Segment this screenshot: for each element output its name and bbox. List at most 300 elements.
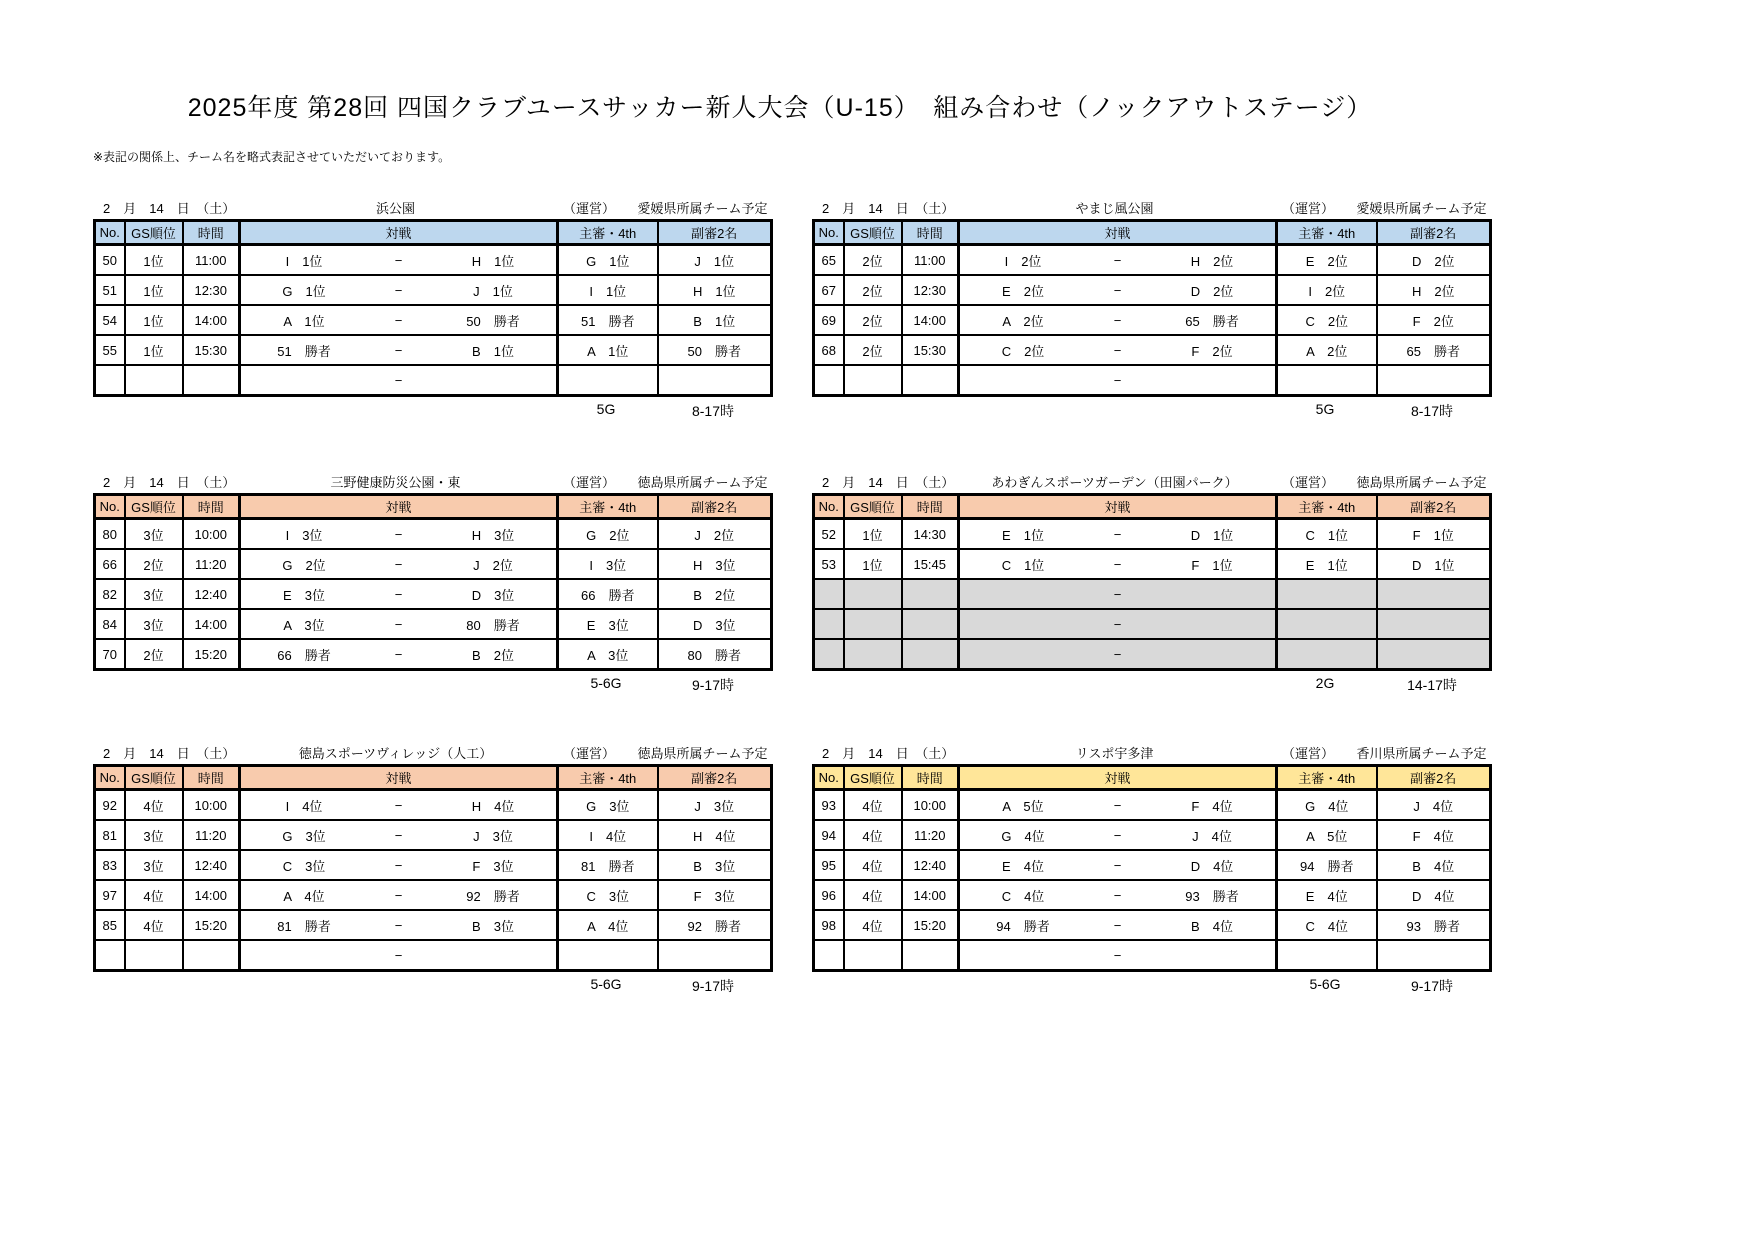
- match-number: 92: [95, 790, 125, 821]
- goal-count-label: 5G: [596, 401, 616, 417]
- vs-dash: −: [1113, 526, 1122, 542]
- home-team: C 4位: [1001, 888, 1045, 904]
- match-row: [814, 609, 1491, 639]
- match-pairing: [960, 311, 1275, 330]
- match-number: 68: [814, 335, 844, 365]
- operator-label: （運営）: [1281, 475, 1334, 490]
- home-team: I 1位: [285, 253, 323, 269]
- match-cell: [959, 365, 1277, 396]
- home-team: A 5位: [1002, 798, 1044, 814]
- away-team: F 2位: [1191, 343, 1233, 359]
- assistant-referees-cell: F 1位: [1377, 519, 1491, 550]
- gs-rank: [844, 940, 902, 971]
- match-row: [814, 820, 1491, 850]
- gs-rank: 1位: [125, 335, 183, 365]
- referee-cell: C 3位: [558, 880, 658, 910]
- match-number: 67: [814, 275, 844, 305]
- page-title: 2025年度 第28回 四国クラブユースサッカー新人大会（U-15） 組み合わせ（ノックアウトステージ）: [187, 94, 1373, 122]
- table-caption-row: [812, 471, 1489, 491]
- referee-cell: E 3位: [558, 609, 658, 639]
- match-cell: [959, 880, 1277, 910]
- match-number: 80: [95, 519, 125, 550]
- match-cell: [240, 519, 558, 550]
- match-row: [95, 245, 772, 276]
- referee-cell: C 4位: [1277, 910, 1377, 940]
- col-header-match: 対戦: [959, 766, 1277, 790]
- home-team: 66 勝者: [277, 647, 331, 663]
- match-pairing: [960, 948, 1275, 963]
- away-team: H 4位: [471, 798, 515, 814]
- prefecture-teams-label: 香川県所属チーム予定: [1356, 746, 1487, 761]
- operating-hours-label: 9-17時: [691, 978, 735, 994]
- kickoff-time: 11:00: [183, 245, 240, 276]
- match-number: 55: [95, 335, 125, 365]
- venue-schedule-block: [812, 471, 1489, 695]
- away-team: J 3位: [473, 828, 513, 844]
- kickoff-time: 14:30: [902, 519, 959, 550]
- match-number: [814, 365, 844, 396]
- kickoff-time: 14:00: [183, 609, 240, 639]
- venue-schedule-block: [812, 197, 1489, 421]
- assistant-referees-cell: H 2位: [1377, 275, 1491, 305]
- gs-rank: 2位: [125, 549, 183, 579]
- col-header-match: 対戦: [240, 766, 558, 790]
- match-cell: [240, 910, 558, 940]
- match-number: 97: [95, 880, 125, 910]
- col-header-assistant-referees: 副審2名: [1377, 495, 1491, 519]
- away-team: J 2位: [473, 557, 513, 573]
- match-row: [95, 850, 772, 880]
- kickoff-time: 12:30: [902, 275, 959, 305]
- home-team: 94 勝者: [996, 918, 1050, 934]
- home-team: C 1位: [1001, 557, 1045, 573]
- away-team: J 1位: [473, 283, 513, 299]
- match-row: [95, 639, 772, 670]
- match-pairing: [241, 585, 556, 604]
- away-team: 93 勝者: [1185, 888, 1239, 904]
- match-row: [95, 579, 772, 609]
- match-number: 66: [95, 549, 125, 579]
- col-header-time: 時間: [183, 766, 240, 790]
- referee-cell: [558, 940, 658, 971]
- assistant-referees-cell: J 4位: [1377, 790, 1491, 821]
- col-header-referee-4th: 主審・4th: [1277, 766, 1377, 790]
- gs-rank: 4位: [125, 910, 183, 940]
- match-cell: [959, 609, 1277, 639]
- match-pairing: [241, 948, 556, 963]
- gs-rank: 3位: [125, 850, 183, 880]
- col-header-match: 対戦: [959, 495, 1277, 519]
- match-cell: [240, 579, 558, 609]
- goal-count-label: 5G: [1315, 401, 1335, 417]
- kickoff-time: 12:40: [183, 850, 240, 880]
- match-number: 81: [95, 820, 125, 850]
- table-header-row: [814, 766, 1491, 790]
- assistant-referees-cell: D 2位: [1377, 245, 1491, 276]
- table-header-row: [814, 221, 1491, 245]
- vs-dash: −: [1113, 797, 1122, 813]
- match-cell: [959, 579, 1277, 609]
- referee-cell: G 4位: [1277, 790, 1377, 821]
- match-pairing: [960, 251, 1275, 270]
- gs-rank: [844, 579, 902, 609]
- vs-dash: −: [1113, 857, 1122, 873]
- kickoff-time: 12:40: [183, 579, 240, 609]
- col-header-time: 時間: [183, 221, 240, 245]
- referee-cell: 51 勝者: [558, 305, 658, 335]
- match-cell: [240, 639, 558, 670]
- gs-rank: [844, 639, 902, 670]
- col-header-referee-4th: 主審・4th: [558, 495, 658, 519]
- match-cell: [959, 790, 1277, 821]
- referee-cell: [1277, 609, 1377, 639]
- match-schedule-table: [812, 493, 1492, 671]
- assistant-referees-cell: 65 勝者: [1377, 335, 1491, 365]
- table-caption-row: [812, 197, 1489, 217]
- vs-dash: −: [1113, 827, 1122, 843]
- table-header-row: [95, 766, 772, 790]
- referee-cell: A 4位: [558, 910, 658, 940]
- match-cell: [240, 365, 558, 396]
- vs-dash: −: [1113, 372, 1122, 388]
- home-team: G 2位: [282, 557, 326, 573]
- assistant-referees-cell: H 3位: [658, 549, 772, 579]
- away-team: F 1位: [1191, 557, 1233, 573]
- table-footer-row: [556, 972, 770, 996]
- match-row: [814, 940, 1491, 971]
- vs-dash: −: [394, 282, 403, 298]
- match-number: 65: [814, 245, 844, 276]
- col-header-gs-rank: GS順位: [844, 766, 902, 790]
- col-header-assistant-referees: 副審2名: [1377, 221, 1491, 245]
- match-cell: [959, 549, 1277, 579]
- away-team: B 2位: [472, 647, 514, 663]
- vs-dash: −: [394, 616, 403, 632]
- gs-rank: 3位: [125, 820, 183, 850]
- gs-rank: [844, 609, 902, 639]
- prefecture-teams-label: 徳島県所属チーム予定: [637, 475, 768, 490]
- kickoff-time: 15:20: [183, 910, 240, 940]
- away-team: J 4位: [1192, 828, 1232, 844]
- match-cell: [240, 305, 558, 335]
- match-row: [95, 365, 772, 396]
- referee-cell: I 1位: [558, 275, 658, 305]
- vs-dash: −: [394, 827, 403, 843]
- operating-hours-label: 8-17時: [1410, 403, 1454, 419]
- gs-rank: 1位: [844, 519, 902, 550]
- match-number: 84: [95, 609, 125, 639]
- match-row: [814, 850, 1491, 880]
- match-pairing: [241, 525, 556, 544]
- vs-dash: −: [1113, 342, 1122, 358]
- match-number: [814, 579, 844, 609]
- match-cell: [959, 519, 1277, 550]
- vs-dash: −: [394, 887, 403, 903]
- kickoff-time: 10:00: [902, 790, 959, 821]
- kickoff-time: 11:20: [183, 820, 240, 850]
- match-cell: [959, 820, 1277, 850]
- match-number: 93: [814, 790, 844, 821]
- col-header-no: No.: [814, 766, 844, 790]
- assistant-referees-cell: [1377, 940, 1491, 971]
- match-pairing: [241, 373, 556, 388]
- match-row: [814, 549, 1491, 579]
- kickoff-time: 15:20: [902, 910, 959, 940]
- away-team: H 2位: [1190, 253, 1234, 269]
- away-team: 92 勝者: [466, 888, 520, 904]
- operator-label: （運営）: [1281, 201, 1334, 216]
- match-number: 53: [814, 549, 844, 579]
- home-team: I 4位: [285, 798, 323, 814]
- match-pairing: [960, 617, 1275, 632]
- match-pairing: [241, 856, 556, 875]
- match-pairing: [241, 886, 556, 905]
- away-team: 80 勝者: [466, 617, 520, 633]
- prefecture-teams-label: 徳島県所属チーム予定: [1356, 475, 1487, 490]
- table-footer-row: [1275, 397, 1489, 421]
- col-header-assistant-referees: 副審2名: [1377, 766, 1491, 790]
- col-header-time: 時間: [902, 495, 959, 519]
- match-pairing: [960, 341, 1275, 360]
- referee-cell: C 2位: [1277, 305, 1377, 335]
- assistant-referees-cell: F 4位: [1377, 820, 1491, 850]
- referee-cell: [558, 365, 658, 396]
- away-team: H 1位: [471, 253, 515, 269]
- vs-dash: −: [1113, 887, 1122, 903]
- away-team: D 2位: [1190, 283, 1234, 299]
- vs-dash: −: [394, 372, 403, 388]
- referee-cell: I 2位: [1277, 275, 1377, 305]
- match-cell: [959, 335, 1277, 365]
- col-header-referee-4th: 主審・4th: [558, 221, 658, 245]
- vs-dash: −: [394, 857, 403, 873]
- operating-hours-label: 9-17時: [1410, 978, 1454, 994]
- table-footer-row: [1275, 671, 1489, 695]
- match-cell: [240, 275, 558, 305]
- venue-label: 三野健康防災公園・東: [330, 475, 461, 490]
- match-row: [814, 305, 1491, 335]
- table-footer-row: [556, 671, 770, 695]
- vs-dash: −: [394, 917, 403, 933]
- match-pairing: [241, 615, 556, 634]
- vs-dash: −: [394, 646, 403, 662]
- gs-rank: 2位: [125, 639, 183, 670]
- referee-cell: A 5位: [1277, 820, 1377, 850]
- match-pairing: [960, 856, 1275, 875]
- goal-count-label: 2G: [1315, 675, 1335, 691]
- prefecture-teams-label: 愛媛県所属チーム予定: [1356, 201, 1487, 216]
- gs-rank: [125, 365, 183, 396]
- col-header-gs-rank: GS順位: [844, 221, 902, 245]
- col-header-assistant-referees: 副審2名: [658, 495, 772, 519]
- vs-dash: −: [394, 586, 403, 602]
- match-cell: [959, 305, 1277, 335]
- col-header-gs-rank: GS順位: [125, 495, 183, 519]
- assistant-referees-cell: B 1位: [658, 305, 772, 335]
- vs-dash: −: [394, 526, 403, 542]
- match-row: [814, 245, 1491, 276]
- away-team: D 1位: [1190, 527, 1234, 543]
- vs-dash: −: [1113, 252, 1122, 268]
- col-header-no: No.: [95, 766, 125, 790]
- match-row: [814, 365, 1491, 396]
- match-row: [95, 275, 772, 305]
- match-pairing: [241, 796, 556, 815]
- gs-rank: 1位: [844, 549, 902, 579]
- kickoff-time: [902, 940, 959, 971]
- goal-count-label: 5-6G: [1309, 976, 1341, 992]
- kickoff-time: 12:40: [902, 850, 959, 880]
- match-number: 51: [95, 275, 125, 305]
- match-number: 50: [95, 245, 125, 276]
- date-label: 2 月 14 日 （土）: [822, 746, 955, 761]
- abbreviation-note: ※表記の関係上、チーム名を略式表記させていただいております。: [93, 150, 451, 164]
- col-header-gs-rank: GS順位: [844, 495, 902, 519]
- col-header-no: No.: [814, 221, 844, 245]
- away-team: F 4位: [1191, 798, 1233, 814]
- match-number: 83: [95, 850, 125, 880]
- kickoff-time: 11:20: [183, 549, 240, 579]
- col-header-no: No.: [95, 221, 125, 245]
- referee-cell: E 1位: [1277, 549, 1377, 579]
- col-header-assistant-referees: 副審2名: [658, 221, 772, 245]
- away-team: D 3位: [471, 587, 515, 603]
- assistant-referees-cell: D 1位: [1377, 549, 1491, 579]
- vs-dash: −: [394, 312, 403, 328]
- match-row: [814, 519, 1491, 550]
- match-row: [95, 549, 772, 579]
- home-team: G 4位: [1001, 828, 1045, 844]
- col-header-time: 時間: [902, 766, 959, 790]
- table-footer-row: [556, 397, 770, 421]
- vs-dash: −: [394, 252, 403, 268]
- match-cell: [240, 820, 558, 850]
- match-number: [814, 940, 844, 971]
- match-cell: [959, 275, 1277, 305]
- table-caption-row: [93, 197, 770, 217]
- col-header-match: 対戦: [240, 495, 558, 519]
- assistant-referees-cell: 92 勝者: [658, 910, 772, 940]
- assistant-referees-cell: F 3位: [658, 880, 772, 910]
- home-team: E 2位: [1002, 283, 1044, 299]
- match-number: 54: [95, 305, 125, 335]
- home-team: G 3位: [282, 828, 326, 844]
- vs-dash: −: [1113, 312, 1122, 328]
- match-pairing: [960, 587, 1275, 602]
- operator-label: （運営）: [1281, 746, 1334, 761]
- venue-label: 徳島スポーツヴィレッジ（人工）: [298, 746, 493, 761]
- away-team: B 4位: [1191, 918, 1233, 934]
- kickoff-time: [902, 639, 959, 670]
- match-cell: [240, 880, 558, 910]
- away-team: 65 勝者: [1185, 313, 1239, 329]
- match-pairing: [960, 826, 1275, 845]
- match-number: 95: [814, 850, 844, 880]
- match-pairing: [960, 796, 1275, 815]
- assistant-referees-cell: H 1位: [658, 275, 772, 305]
- away-team: B 1位: [472, 343, 514, 359]
- match-row: [95, 820, 772, 850]
- venue-schedule-block: [93, 197, 770, 421]
- assistant-referees-cell: [1377, 579, 1491, 609]
- assistant-referees-cell: J 3位: [658, 790, 772, 821]
- operator-label: （運営）: [562, 201, 615, 216]
- col-header-no: No.: [814, 495, 844, 519]
- vs-dash: −: [1113, 282, 1122, 298]
- match-pairing: [241, 916, 556, 935]
- table-caption-row: [812, 742, 1489, 762]
- table-header-row: [95, 495, 772, 519]
- assistant-referees-cell: 93 勝者: [1377, 910, 1491, 940]
- match-row: [95, 790, 772, 821]
- assistant-referees-cell: H 4位: [658, 820, 772, 850]
- table-header-row: [814, 495, 1491, 519]
- table-caption-row: [93, 471, 770, 491]
- referee-cell: 66 勝者: [558, 579, 658, 609]
- kickoff-time: 12:30: [183, 275, 240, 305]
- gs-rank: [125, 940, 183, 971]
- match-cell: [959, 910, 1277, 940]
- gs-rank: 4位: [844, 790, 902, 821]
- match-cell: [240, 549, 558, 579]
- match-cell: [959, 639, 1277, 670]
- match-row: [95, 910, 772, 940]
- away-team: 50 勝者: [466, 313, 520, 329]
- match-number: 52: [814, 519, 844, 550]
- home-team: I 3位: [285, 527, 323, 543]
- venue-label: あわぎんスポーツガーデン（田園パーク）: [991, 475, 1238, 490]
- referee-cell: A 3位: [558, 639, 658, 670]
- match-cell: [240, 790, 558, 821]
- home-team: C 2位: [1001, 343, 1045, 359]
- home-team: A 1位: [283, 313, 325, 329]
- table-footer-row: [1275, 972, 1489, 996]
- referee-cell: C 1位: [1277, 519, 1377, 550]
- referee-cell: [1277, 940, 1377, 971]
- vs-dash: −: [394, 556, 403, 572]
- match-schedule-table: [93, 764, 773, 972]
- match-row: [95, 940, 772, 971]
- vs-dash: −: [394, 342, 403, 358]
- kickoff-time: 14:00: [902, 305, 959, 335]
- col-header-gs-rank: GS順位: [125, 766, 183, 790]
- match-number: 70: [95, 639, 125, 670]
- away-team: B 3位: [472, 918, 514, 934]
- gs-rank: 4位: [844, 880, 902, 910]
- referee-cell: [1277, 365, 1377, 396]
- venue-schedule-block: [93, 742, 770, 996]
- match-schedule-table: [93, 219, 773, 397]
- assistant-referees-cell: D 4位: [1377, 880, 1491, 910]
- gs-rank: 2位: [844, 305, 902, 335]
- match-pairing: [241, 311, 556, 330]
- home-team: 81 勝者: [277, 918, 331, 934]
- home-team: A 2位: [1002, 313, 1044, 329]
- home-team: E 1位: [1002, 527, 1044, 543]
- match-number: [95, 940, 125, 971]
- kickoff-time: [902, 365, 959, 396]
- col-header-referee-4th: 主審・4th: [1277, 495, 1377, 519]
- gs-rank: 2位: [844, 245, 902, 276]
- referee-cell: [1277, 579, 1377, 609]
- match-row: [95, 519, 772, 550]
- match-row: [814, 790, 1491, 821]
- kickoff-time: 10:00: [183, 519, 240, 550]
- match-number: 85: [95, 910, 125, 940]
- venue-label: リスポ宇多津: [1075, 746, 1154, 761]
- operator-label: （運営）: [562, 746, 615, 761]
- vs-dash: −: [1113, 586, 1122, 602]
